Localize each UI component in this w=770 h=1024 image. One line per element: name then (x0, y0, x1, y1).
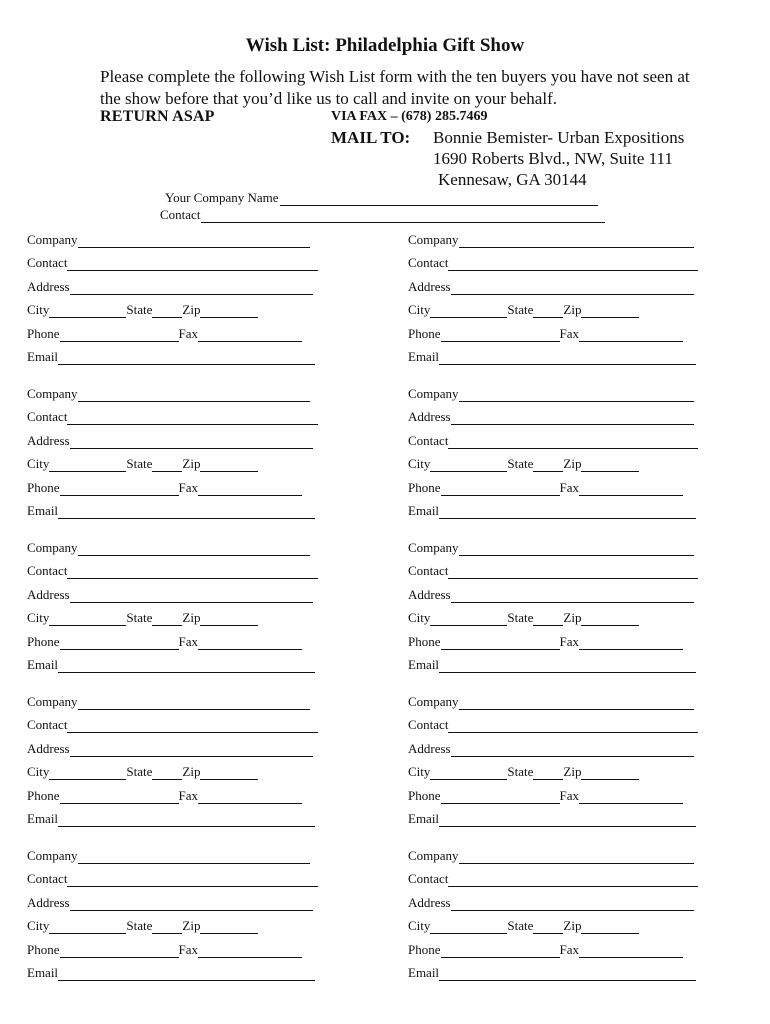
state-line[interactable] (152, 459, 182, 472)
contact-label: Contact (408, 871, 449, 886)
zip-label: Zip (563, 302, 582, 317)
phone-label: Phone (408, 634, 441, 649)
your-company-line[interactable] (280, 193, 598, 206)
state-line[interactable] (533, 767, 563, 780)
return-asap-heading: RETURN ASAP (100, 108, 215, 125)
contact-line[interactable] (448, 720, 698, 733)
company-label: Company (27, 540, 78, 555)
company-label: Company (27, 386, 78, 401)
email-line[interactable] (58, 506, 315, 519)
city-label: City (408, 918, 431, 933)
phone-label: Phone (27, 326, 60, 341)
email-label: Email (408, 349, 440, 364)
buyer-block-2 (408, 232, 708, 377)
phonefax-row[interactable] (27, 326, 302, 342)
contact-line[interactable] (448, 566, 698, 579)
your-contact-label: Contact (160, 207, 201, 222)
zip-label: Zip (563, 456, 582, 471)
zip-label: Zip (182, 764, 201, 779)
company-label: Company (27, 232, 78, 247)
email-row[interactable] (408, 965, 696, 981)
contact-label: Contact (27, 255, 68, 270)
city-label: City (27, 610, 50, 625)
zip-line[interactable] (200, 767, 258, 780)
city-label: City (27, 918, 50, 933)
contact-row[interactable] (408, 717, 698, 733)
phone-line[interactable] (441, 637, 560, 650)
fax-label: Fax (559, 326, 579, 341)
state-line[interactable] (152, 921, 182, 934)
company-row[interactable] (408, 386, 694, 402)
buyer-block-7 (27, 694, 327, 839)
fax-label: Fax (178, 634, 198, 649)
address-row[interactable] (408, 741, 694, 757)
phonefax-row[interactable] (27, 634, 302, 650)
address-line[interactable] (451, 898, 694, 911)
contact-line[interactable] (448, 436, 698, 449)
phone-line[interactable] (60, 637, 179, 650)
citystatezip-row[interactable] (408, 610, 639, 626)
contact-label: Contact (27, 717, 68, 732)
email-row[interactable] (27, 349, 315, 365)
email-line[interactable] (58, 352, 315, 365)
contact-row[interactable] (27, 563, 318, 579)
address-label: Address (408, 279, 451, 294)
email-row[interactable] (27, 965, 315, 981)
email-label: Email (408, 965, 440, 980)
contact-line[interactable] (448, 258, 698, 271)
contact-label: Contact (27, 409, 68, 424)
city-label: City (408, 610, 431, 625)
company-line[interactable] (78, 851, 310, 864)
city-line[interactable] (430, 767, 507, 780)
state-label: State (126, 764, 153, 779)
email-line[interactable] (58, 814, 315, 827)
citystatezip-row[interactable] (408, 764, 639, 780)
email-line[interactable] (439, 968, 696, 981)
contact-row[interactable] (27, 717, 318, 733)
fax-label: Fax (559, 480, 579, 495)
phone-label: Phone (27, 634, 60, 649)
state-label: State (507, 764, 534, 779)
page-title: Wish List: Philadelphia Gift Show (245, 35, 525, 56)
fax-line[interactable] (579, 945, 683, 958)
phonefax-row[interactable] (408, 480, 683, 496)
fax-label: Fax (178, 788, 198, 803)
address-row[interactable] (27, 433, 313, 449)
email-label: Email (408, 503, 440, 518)
zip-line[interactable] (200, 613, 258, 626)
city-line[interactable] (49, 613, 126, 626)
your-company-label: Your Company Name (165, 190, 279, 205)
state-line[interactable] (533, 305, 563, 318)
state-line[interactable] (152, 767, 182, 780)
zip-label: Zip (182, 918, 201, 933)
city-line[interactable] (430, 459, 507, 472)
contact-row[interactable] (27, 255, 318, 271)
company-line[interactable] (459, 389, 694, 402)
fax-line[interactable] (198, 483, 302, 496)
citystatezip-row[interactable] (27, 918, 258, 934)
email-row[interactable] (408, 657, 696, 673)
state-label: State (507, 918, 534, 933)
phone-label: Phone (408, 788, 441, 803)
address-line[interactable] (451, 412, 694, 425)
email-row[interactable] (408, 811, 696, 827)
state-label: State (126, 456, 153, 471)
address-row[interactable] (27, 895, 313, 911)
company-row[interactable] (408, 232, 694, 248)
state-label: State (126, 918, 153, 933)
phone-line[interactable] (441, 329, 560, 342)
address-row[interactable] (408, 587, 694, 603)
phone-label: Phone (27, 788, 60, 803)
address-row[interactable] (408, 279, 694, 295)
email-row[interactable] (408, 503, 696, 519)
contact-row[interactable] (408, 433, 698, 449)
email-label: Email (408, 657, 440, 672)
email-line[interactable] (439, 352, 696, 365)
company-row[interactable] (27, 386, 310, 402)
address-row[interactable] (27, 279, 313, 295)
zip-label: Zip (182, 302, 201, 317)
state-label: State (126, 302, 153, 317)
city-label: City (27, 456, 50, 471)
contact-row[interactable] (408, 871, 698, 887)
company-label: Company (408, 386, 459, 401)
company-row[interactable] (408, 694, 694, 710)
intro-text (100, 66, 740, 110)
address-line[interactable] (451, 744, 694, 757)
your-company-field[interactable] (165, 190, 598, 206)
contact-label: Contact (27, 563, 68, 578)
zip-line[interactable] (581, 613, 639, 626)
zip-label: Zip (563, 610, 582, 625)
company-line[interactable] (459, 697, 694, 710)
state-line[interactable] (533, 613, 563, 626)
fax-label: Fax (559, 942, 579, 957)
company-label: Company (27, 848, 78, 863)
address-line[interactable] (451, 590, 694, 603)
company-line[interactable] (78, 235, 310, 248)
phone-line[interactable] (441, 791, 560, 804)
company-label: Company (408, 232, 459, 247)
email-label: Email (408, 811, 440, 826)
zip-label: Zip (563, 764, 582, 779)
phonefax-row[interactable] (27, 942, 302, 958)
city-line[interactable] (49, 305, 126, 318)
company-label: Company (27, 694, 78, 709)
fax-label: Fax (178, 480, 198, 495)
fax-line[interactable] (198, 637, 302, 650)
state-label: State (507, 302, 534, 317)
email-line[interactable] (58, 968, 315, 981)
company-label: Company (408, 540, 459, 555)
phonefax-row[interactable] (408, 634, 683, 650)
company-line[interactable] (459, 543, 694, 556)
phone-label: Phone (27, 480, 60, 495)
company-row[interactable] (27, 540, 310, 556)
state-line[interactable] (152, 613, 182, 626)
buyer-block-3 (27, 386, 327, 531)
contact-line[interactable] (67, 566, 318, 579)
address-row[interactable] (27, 587, 313, 603)
contact-line[interactable] (448, 874, 698, 887)
company-row[interactable] (27, 232, 310, 248)
fax-line[interactable] (579, 483, 683, 496)
address-line[interactable] (70, 436, 313, 449)
address-line[interactable] (451, 282, 694, 295)
phone-line[interactable] (441, 945, 560, 958)
state-line[interactable] (533, 459, 563, 472)
state-label: State (507, 456, 534, 471)
company-row[interactable] (27, 694, 310, 710)
city-line[interactable] (430, 305, 507, 318)
email-line[interactable] (439, 814, 696, 827)
email-label: Email (27, 503, 59, 518)
address-label: Address (408, 409, 451, 424)
your-contact-line[interactable] (201, 210, 605, 223)
phone-line[interactable] (60, 791, 179, 804)
zip-label: Zip (563, 918, 582, 933)
buyer-block-1 (27, 232, 327, 377)
mail-to-label: MAIL TO: (331, 128, 411, 147)
address-label: Address (27, 741, 70, 756)
city-label: City (408, 456, 431, 471)
contact-row[interactable] (27, 409, 318, 425)
zip-line[interactable] (581, 921, 639, 934)
city-line[interactable] (430, 613, 507, 626)
address-row[interactable] (27, 741, 313, 757)
company-line[interactable] (78, 697, 310, 710)
company-line[interactable] (459, 235, 694, 248)
intro-line-2: the show before that you’d like us to call and invite on your behalf. (100, 89, 557, 108)
email-label: Email (27, 811, 59, 826)
phone-line[interactable] (60, 483, 179, 496)
company-label: Company (408, 848, 459, 863)
zip-line[interactable] (200, 305, 258, 318)
fax-label: Fax (178, 942, 198, 957)
email-line[interactable] (439, 660, 696, 673)
zip-label: Zip (182, 456, 201, 471)
city-line[interactable] (49, 767, 126, 780)
phonefax-row[interactable] (408, 326, 683, 342)
zip-line[interactable] (200, 459, 258, 472)
mail-address-line-2: 1690 Roberts Blvd., NW, Suite 111 (433, 149, 673, 168)
address-line[interactable] (70, 590, 313, 603)
phone-line[interactable] (60, 945, 179, 958)
contact-line[interactable] (67, 874, 318, 887)
city-label: City (408, 302, 431, 317)
phone-label: Phone (27, 942, 60, 957)
phonefax-row[interactable] (27, 788, 302, 804)
phonefax-row[interactable] (27, 480, 302, 496)
fax-label: Fax (178, 326, 198, 341)
fax-line[interactable] (198, 329, 302, 342)
email-label: Email (27, 349, 59, 364)
contact-row[interactable] (27, 871, 318, 887)
phone-line[interactable] (441, 483, 560, 496)
phone-label: Phone (408, 326, 441, 341)
email-line[interactable] (58, 660, 315, 673)
buyer-block-8 (408, 694, 708, 839)
contact-label: Contact (408, 717, 449, 732)
citystatezip-row[interactable] (408, 302, 639, 318)
buyer-block-4 (408, 386, 708, 531)
city-label: City (408, 764, 431, 779)
fax-line[interactable] (198, 945, 302, 958)
company-label: Company (408, 694, 459, 709)
email-row[interactable] (27, 657, 315, 673)
phonefax-row[interactable] (408, 942, 683, 958)
contact-row[interactable] (408, 255, 698, 271)
zip-line[interactable] (200, 921, 258, 934)
company-line[interactable] (459, 851, 694, 864)
state-label: State (507, 610, 534, 625)
fax-line[interactable] (579, 329, 683, 342)
address-label: Address (408, 741, 451, 756)
address-row[interactable] (408, 895, 694, 911)
address-label: Address (27, 279, 70, 294)
fax-label: Fax (559, 788, 579, 803)
contact-label: Contact (408, 563, 449, 578)
address-line[interactable] (70, 282, 313, 295)
email-row[interactable] (27, 503, 315, 519)
address-label: Address (408, 895, 451, 910)
fax-line[interactable] (579, 637, 683, 650)
citystatezip-row[interactable] (408, 918, 639, 934)
state-line[interactable] (152, 305, 182, 318)
contact-label: Contact (408, 433, 449, 448)
company-row[interactable] (408, 540, 694, 556)
company-row[interactable] (408, 848, 694, 864)
state-line[interactable] (533, 921, 563, 934)
via-fax-number: VIA FAX – (678) 285.7469 (331, 109, 488, 124)
contact-line[interactable] (67, 258, 318, 271)
company-line[interactable] (78, 543, 310, 556)
address-label: Address (27, 433, 70, 448)
buyer-block-10 (408, 848, 708, 993)
fax-line[interactable] (579, 791, 683, 804)
mail-address-line-3: Kennesaw, GA 30144 (438, 170, 587, 189)
city-line[interactable] (49, 921, 126, 934)
citystatezip-row[interactable] (27, 764, 258, 780)
buyer-block-5 (27, 540, 327, 685)
email-line[interactable] (439, 506, 696, 519)
email-label: Email (27, 657, 59, 672)
company-line[interactable] (78, 389, 310, 402)
intro-line-1: Please complete the following Wish List form with the ten buyers you have not seen at (100, 67, 690, 86)
mail-address-line-1: Bonnie Bemister- Urban Expositions (433, 128, 685, 147)
company-row[interactable] (27, 848, 310, 864)
citystatezip-row[interactable] (408, 456, 639, 472)
city-label: City (27, 764, 50, 779)
address-line[interactable] (70, 744, 313, 757)
zip-label: Zip (182, 610, 201, 625)
citystatezip-row[interactable] (27, 302, 258, 318)
city-line[interactable] (430, 921, 507, 934)
citystatezip-row[interactable] (27, 456, 258, 472)
contact-row[interactable] (408, 563, 698, 579)
phone-line[interactable] (60, 329, 179, 342)
address-row[interactable] (408, 409, 694, 425)
email-label: Email (27, 965, 59, 980)
phone-label: Phone (408, 942, 441, 957)
address-label: Address (408, 587, 451, 602)
address-label: Address (27, 587, 70, 602)
citystatezip-row[interactable] (27, 610, 258, 626)
email-row[interactable] (408, 349, 696, 365)
buyer-block-6 (408, 540, 708, 685)
zip-line[interactable] (581, 459, 639, 472)
state-label: State (126, 610, 153, 625)
email-row[interactable] (27, 811, 315, 827)
contact-label: Contact (27, 871, 68, 886)
your-contact-field[interactable] (160, 207, 605, 223)
contact-line[interactable] (67, 720, 318, 733)
zip-line[interactable] (581, 305, 639, 318)
buyer-block-9 (27, 848, 327, 993)
fax-label: Fax (559, 634, 579, 649)
address-label: Address (27, 895, 70, 910)
zip-line[interactable] (581, 767, 639, 780)
city-label: City (27, 302, 50, 317)
address-line[interactable] (70, 898, 313, 911)
city-line[interactable] (49, 459, 126, 472)
fax-line[interactable] (198, 791, 302, 804)
contact-label: Contact (408, 255, 449, 270)
contact-line[interactable] (67, 412, 318, 425)
phone-label: Phone (408, 480, 441, 495)
phonefax-row[interactable] (408, 788, 683, 804)
